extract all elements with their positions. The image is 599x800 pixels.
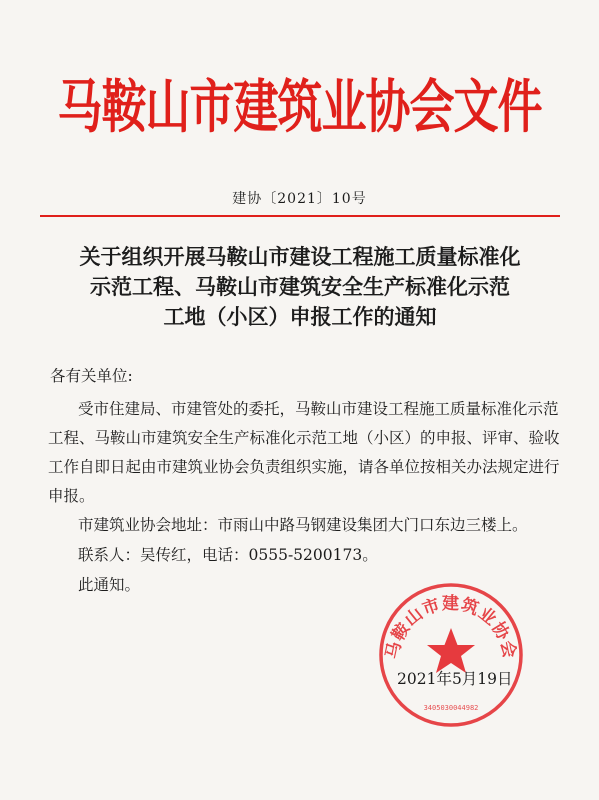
closing-line: 此通知。 [78,576,141,594]
address-line: 市建筑业协会地址：市雨山中路马钢建设集团大门口东边三楼上。 [78,516,528,534]
red-divider-rule [40,215,560,217]
body-line: 工作自即日起由市建筑业协会负责组织实施，请各单位按相关办法规定进行 [48,458,560,476]
title-line: 示范工程、马鞍山市建筑安全生产标准化示范 [90,275,510,299]
masthead-title: 马鞍山市建筑业协会文件 [57,72,542,141]
body-paragraph [48,395,560,511]
salutation: 各有关单位: [50,367,133,385]
body-line: 申报。 [48,487,95,505]
issue-date: 2021年5月19日 [397,670,513,688]
body-line: 受市住建局、市建管处的委托，马鞍山市建设工程施工质量标准化示范 [78,400,559,418]
seal-arc-text: 马鞍山市建筑业协会 [382,594,520,661]
official-seal [378,582,524,728]
document-title [55,242,545,332]
contact-line: 联系人：吴传红，电话：0555-5200173。 [78,546,378,564]
title-line: 工地（小区）申报工作的通知 [163,305,437,329]
title-line: 关于组织开展马鞍山市建设工程施工质量标准化 [79,245,521,269]
body-line: 工程、马鞍山市建筑安全生产标准化示范工地（小区）的申报、评审、验收 [48,429,560,447]
seal-code: 3405030044982 [423,704,479,712]
document-number: 建协〔2021〕10号 [232,191,367,207]
